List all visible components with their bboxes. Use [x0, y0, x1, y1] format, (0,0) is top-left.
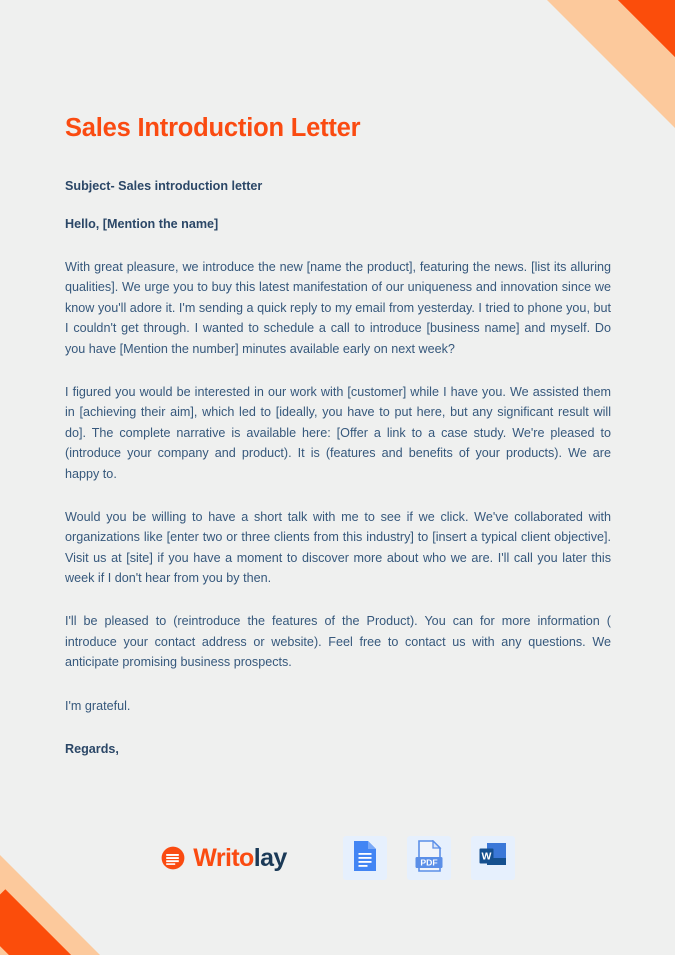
download-pdf-button[interactable] — [407, 836, 451, 880]
writolay-document-circle-icon — [160, 845, 186, 871]
brand-logo[interactable] — [160, 845, 286, 871]
download-word-button[interactable] — [471, 836, 515, 880]
word-letter-label: W — [481, 849, 492, 862]
body-paragraph-2: I figured you would be interested in our work with [customer] while I have you. We assisted them in [achieving their aim], which led to [ideally, you have to put here, but any significant result will do]. The complete narrative is available here: [Offer a link to a case study. We're pleased to (introduce your company and product). It is (features and benefits of your products). We are happy to. — [65, 384, 611, 481]
closing-line: Regards, — [65, 742, 119, 757]
body-paragraph-4: I'll be pleased to (reintroduce the features of the Product). You can for more information ( introduce your contact address or website). Feel free to contact us with any questions. We anticipate promising business prospects. — [65, 614, 611, 670]
download-buttons — [343, 836, 515, 880]
microsoft-word-icon — [478, 841, 508, 876]
brand-name-part2: lay — [253, 843, 287, 872]
brand-name-part1: Writo — [193, 843, 254, 872]
subject-line: Subject- Sales introduction letter — [65, 179, 263, 193]
footer — [0, 836, 675, 880]
download-google-docs-button[interactable] — [343, 836, 387, 880]
pdf-file-icon — [414, 840, 444, 877]
letter-body — [65, 178, 611, 759]
salutation-line: Hello, [Mention the name] — [65, 217, 219, 231]
pdf-label: PDF — [420, 856, 438, 867]
body-paragraph-3: Would you be willing to have a short talk with me to see if we click. We've collaborated with organizations like [enter two or three clients from this industry] to [insert a typical client objective]. Visit us at [site] if you have a moment to discover more about who we are. I'll call you later this week if I don't hear from you by then. — [65, 509, 611, 586]
google-docs-icon — [351, 840, 379, 877]
body-paragraph-1: With great pleasure, we introduce the new [name the product], featuring the news. [list its alluring qualities]. We urge you to buy this latest manifestation of our uniqueness and innovation since we know you'll adore it. I'm sending a quick reply to my email from yesterday. I tried to phone you, but I couldn't get through. I wanted to schedule a call to introduce [business name] and myself. Do you have [Mention the number] minutes available early on next week? — [65, 260, 611, 356]
thanks-line: I'm grateful. — [65, 698, 131, 713]
page-title: Sales Introduction Letter — [65, 114, 361, 142]
brand-name — [193, 843, 287, 872]
